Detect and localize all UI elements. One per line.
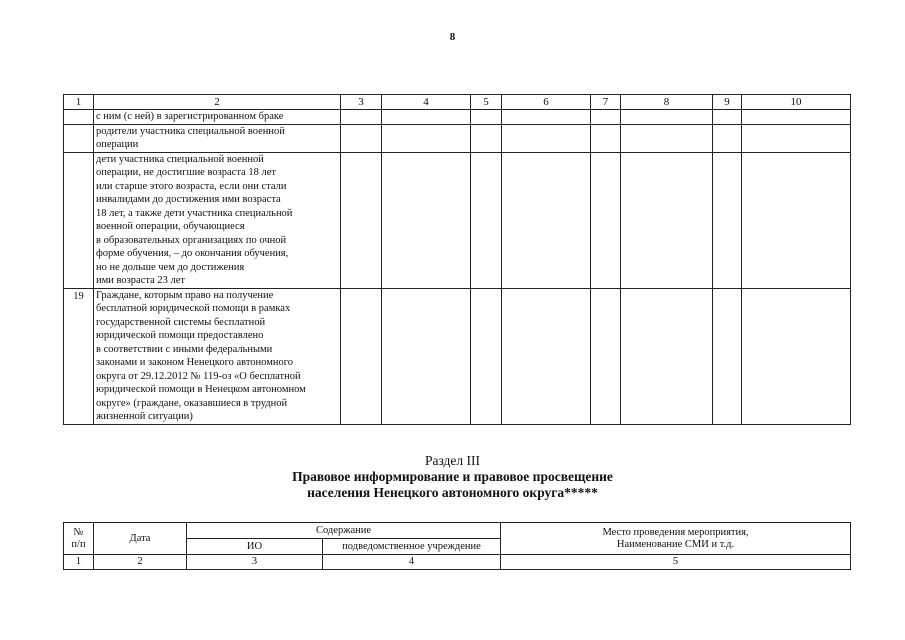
table-row xyxy=(64,124,851,152)
empty-cell xyxy=(742,288,851,424)
numbering-cell: 3 xyxy=(187,555,323,570)
table-row xyxy=(64,152,851,288)
section-title-line-2: населения Ненецкого автономного округа***** xyxy=(307,485,598,500)
description-line: родители участника специальной военной xyxy=(96,125,285,137)
table-row xyxy=(64,110,851,125)
description-line: округе» (граждане, оказавшиеся в трудной xyxy=(96,397,288,409)
description-line: в образовательных организациях по очной xyxy=(96,234,287,246)
empty-cell xyxy=(341,152,382,288)
row-number xyxy=(64,124,94,152)
description-line: законами и законом Ненецкого автономного xyxy=(96,357,294,368)
section-title-line-1: Правовое информирование и правовое просвещение xyxy=(292,469,613,484)
numbering-cell: 2 xyxy=(94,555,187,570)
row-description xyxy=(94,124,341,152)
description-line: ими возраста 23 лет xyxy=(96,275,185,286)
table-row xyxy=(64,288,851,424)
numbering-cell: 5 xyxy=(501,555,851,570)
empty-cell xyxy=(742,152,851,288)
table-header-row xyxy=(64,523,851,539)
description-line: государственной системы бесплатной xyxy=(96,316,266,328)
row-number: 19 xyxy=(64,288,94,424)
column-header: 2 xyxy=(94,95,341,110)
description-line: округа от 29.12.2012 № 119-оз «О бесплатной xyxy=(96,370,301,382)
table-header-row xyxy=(64,95,851,110)
numbering-cell: 4 xyxy=(323,555,501,570)
empty-cell xyxy=(713,288,742,424)
description-line: Граждане, которым право на получение xyxy=(96,289,274,301)
row-number xyxy=(64,152,94,288)
description-line: или старше этого возраста, если они стали xyxy=(96,180,287,192)
empty-cell xyxy=(621,124,713,152)
empty-cell xyxy=(502,110,591,125)
empty-cell xyxy=(471,288,502,424)
row-number xyxy=(64,110,94,125)
section-heading xyxy=(0,453,905,501)
empty-cell xyxy=(382,124,471,152)
empty-cell xyxy=(382,152,471,288)
empty-cell xyxy=(621,110,713,125)
description-line: но не дольше чем до достижения xyxy=(96,261,245,273)
column-header-date: Дата xyxy=(94,523,187,555)
empty-cell xyxy=(341,110,382,125)
empty-cell xyxy=(502,124,591,152)
empty-cell xyxy=(382,288,471,424)
description-line: форме обучения, – до окончания обучения, xyxy=(96,248,289,259)
column-header-place: Место проведения мероприятия, Наименование СМИ и т.д. xyxy=(501,523,851,555)
description-line: в соответствии с иными федеральными xyxy=(96,343,273,355)
empty-cell xyxy=(341,124,382,152)
section-label: Раздел III xyxy=(424,453,481,468)
description-line: с ним (с ней) в зарегистрированном браке xyxy=(96,111,284,122)
description-line: 18 лет, а также дети участника специальной xyxy=(96,207,293,219)
empty-cell xyxy=(382,110,471,125)
description-line: юридической помощи в Ненецком автономном xyxy=(96,384,306,395)
row-description xyxy=(94,110,341,125)
main-table xyxy=(63,94,851,425)
column-header: 3 xyxy=(341,95,382,110)
empty-cell xyxy=(621,152,713,288)
empty-cell xyxy=(591,110,621,125)
empty-cell xyxy=(502,152,591,288)
empty-cell xyxy=(742,124,851,152)
page-number: 8 xyxy=(449,31,456,43)
column-header: 10 xyxy=(742,95,851,110)
column-header: 4 xyxy=(382,95,471,110)
column-header-number: № п/п xyxy=(64,523,94,555)
column-header-content: Содержание xyxy=(187,523,501,539)
empty-cell xyxy=(341,288,382,424)
description-line: операции, не достигшие возраста 18 лет xyxy=(96,167,276,178)
empty-cell xyxy=(471,124,502,152)
table-numbering-row xyxy=(64,555,851,570)
column-header: 1 xyxy=(64,95,94,110)
description-line: инвалидами до достижения ими возраста xyxy=(96,194,281,205)
empty-cell xyxy=(471,110,502,125)
column-header: 5 xyxy=(471,95,502,110)
column-header: 9 xyxy=(713,95,742,110)
row-description xyxy=(94,288,341,424)
description-line: юридической помощи предоставлено xyxy=(96,330,264,341)
description-line: дети участника специальной военной xyxy=(96,153,264,165)
description-line: операции xyxy=(96,139,139,150)
description-line: жизненной ситуации) xyxy=(96,411,193,422)
empty-cell xyxy=(621,288,713,424)
column-header: 8 xyxy=(621,95,713,110)
description-line: бесплатной юридической помощи в рамках xyxy=(96,303,291,314)
empty-cell xyxy=(591,288,621,424)
column-header: 6 xyxy=(502,95,591,110)
events-table xyxy=(63,522,851,570)
empty-cell xyxy=(742,110,851,125)
row-description xyxy=(94,152,341,288)
empty-cell xyxy=(713,110,742,125)
column-header: 7 xyxy=(591,95,621,110)
empty-cell xyxy=(713,152,742,288)
empty-cell xyxy=(713,124,742,152)
empty-cell xyxy=(502,288,591,424)
description-line: военной операции, обучающиеся xyxy=(96,221,245,232)
empty-cell xyxy=(591,152,621,288)
column-header-institution: подведомственное учреждение xyxy=(323,539,501,555)
column-header-io: ИО xyxy=(187,539,323,555)
numbering-cell: 1 xyxy=(64,555,94,570)
empty-cell xyxy=(591,124,621,152)
empty-cell xyxy=(471,152,502,288)
